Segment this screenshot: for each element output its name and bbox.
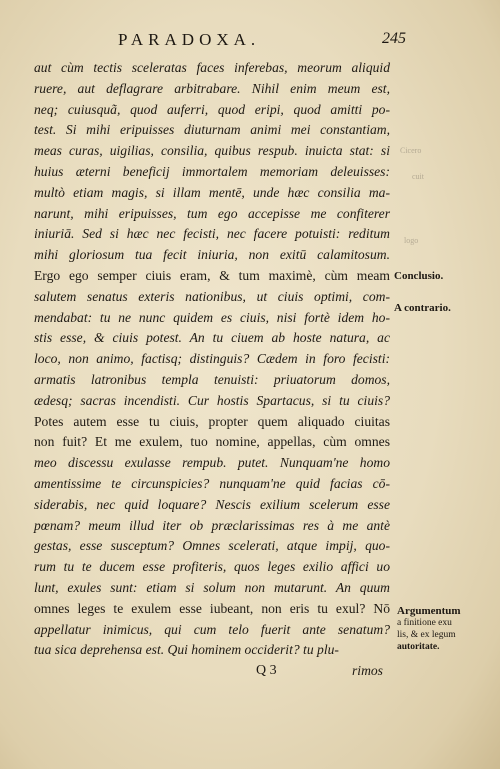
text-line: amentissime te circunspicies? nunquam'ne quid facias cō-	[34, 475, 390, 491]
text-line: ædesq; sacras incendisti. Cur hostis Spartacus, si tu ciuis?	[34, 392, 390, 408]
margin-note-a-contrario: A contrario.	[394, 302, 451, 314]
text-line: siderabis, nec quid loquare? Nescis exilium scelerum esse	[34, 496, 390, 512]
text-line: neq; cuiusquã, quod auferri, quod eripi, quod amitti po-	[34, 101, 390, 117]
margin-note-conclusio: Conclusio.	[394, 270, 444, 282]
text-line: meo discessu exulasse rempub. putet. Nunquam'ne homo	[34, 455, 390, 471]
margin-note-line: a finitione exu	[397, 618, 452, 628]
margin-note-argumentum	[397, 605, 497, 653]
catchword: rimos	[352, 663, 383, 678]
text-line: tua sica deprehensa est. Qui hominem occiderit? tu plu-	[34, 642, 339, 658]
text-line: armatis latronibus templa tenuisti: priuatorum domos,	[34, 371, 390, 387]
text-line: lunt, exules sunt: etiam si solum non mutarunt. An quum	[34, 579, 390, 595]
text-line: gestas, esse susceptum? Omnes scelerati, atque impij, quo-	[34, 538, 390, 554]
text-line: huius æterni beneficij immortalem memoriam deleuisses:	[34, 163, 390, 179]
margin-note-line: lis, & ex legum	[397, 630, 456, 640]
text-line: meas curas, uigilias, consilia, quibus respub. inuicta stat: si	[34, 143, 390, 159]
text-line: salutem senatus exteris nationibus, ut ciuis optimi, com-	[34, 288, 390, 304]
text-line: narunt, mihi eripuisses, tum ego accepisse me confiterer	[34, 205, 390, 221]
text-line: mendabat: tu ne nunc quidem es ciuis, nisi fortè idem ho-	[34, 309, 390, 325]
text-line: stis esse, & ciuis potest. An tu ciuem ab hoste natura, ac	[34, 330, 390, 346]
running-title: PARADOXA.	[118, 30, 261, 49]
text-line: non fuit? Et me exulem, tuo nomine, appellas, cùm omnes	[34, 434, 390, 450]
body-text	[34, 58, 390, 661]
text-line: multò etiam magis, si illam mentē, unde hæc consilia ma-	[34, 184, 390, 200]
bleed-through-text: Cicero	[400, 146, 422, 155]
text-line: ruere, aut deflagrare arbitrabare. Nihil enim meum est,	[34, 80, 390, 96]
text-line: loco, non animo, factisq; distinguis? Cædem in foro fecisti:	[34, 351, 390, 367]
text-line: aut cùm tectis sceleratas faces inferebas, meorum aliquid	[34, 60, 390, 75]
text-line: appellatur inimicus, qui cum telo fuerit ante senatum?	[34, 621, 390, 637]
bleed-through-text: cuit	[412, 172, 424, 181]
text-line: Ergo ego semper ciuis eram, & tum maximè, cùm meam	[34, 267, 390, 283]
text-line: test. Si mihi eripuisses diuturnam animi mei constantiam,	[34, 122, 390, 138]
text-line: Potes autem esse tu ciuis, propter quem aliquado ciuitas	[34, 413, 390, 429]
text-line: omnes leges te exulem esse iubeant, non eris tu exul? Nō	[34, 600, 390, 616]
text-line: mihi gloriosum tua fecit iniuria, non exitū calamitosum.	[34, 247, 390, 263]
margin-note-line: Argumentum	[397, 605, 461, 617]
signature-mark: Q 3	[256, 663, 277, 678]
margin-note-line: autoritate.	[397, 642, 440, 652]
text-line: pœnam? meum illud iter ob præclarissimas res à me antè	[34, 517, 390, 533]
bleed-through-text: logo	[404, 236, 419, 245]
text-line: iniuriā. Sed si hæc nec fecisti, nec facere potuisti: reditum	[34, 226, 390, 242]
text-line: rum tu te ducem esse profiteris, quos leges exilio affici uo	[34, 559, 390, 575]
page-number: 245	[382, 30, 406, 47]
